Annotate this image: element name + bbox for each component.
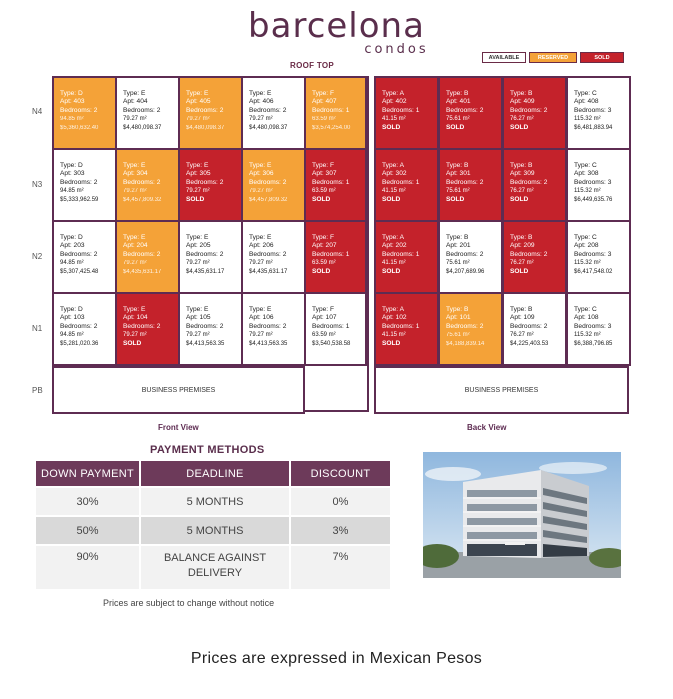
- unit-type: Type: E: [123, 306, 146, 313]
- unit-bedrooms: Bedrooms: 2: [186, 106, 224, 114]
- unit-price: SOLD: [186, 195, 205, 203]
- cell-discount: 7%: [290, 545, 390, 589]
- unit-price: $6,388,796.85: [574, 340, 613, 347]
- unit-type: Type: B: [446, 90, 469, 97]
- unit-price: $4,413,563.35: [249, 340, 288, 347]
- unit-price: $3,574,254.00: [312, 124, 351, 131]
- unit-bedrooms: Bedrooms: 2: [249, 322, 287, 330]
- unit-area: 63.59 m²: [312, 260, 336, 267]
- unit-bedrooms: Bedrooms: 3: [574, 322, 612, 330]
- unit-apt-number: Apt: 309: [510, 170, 535, 178]
- apartment-unit[interactable]: [178, 292, 243, 366]
- unit-price: SOLD: [382, 123, 401, 131]
- unit-type: Type: A: [382, 162, 404, 169]
- unit-price: $4,457,809.32: [249, 196, 288, 203]
- unit-type: Type: B: [446, 162, 469, 169]
- unit-area: 79.27 m²: [123, 332, 147, 339]
- unit-price: $3,540,538.58: [312, 340, 351, 347]
- unit-area: 75.61 m²: [446, 188, 470, 195]
- floor-label-n1: N1: [32, 324, 43, 333]
- unit-price: $4,480,098.37: [186, 124, 225, 131]
- unit-apt-number: Apt: 404: [123, 98, 148, 106]
- cell-discount: 3%: [290, 516, 390, 545]
- apartment-unit[interactable]: [178, 76, 243, 150]
- unit-type: Type: C: [574, 306, 597, 313]
- apartment-unit[interactable]: [374, 292, 439, 366]
- unit-bedrooms: Bedrooms: 1: [312, 178, 350, 186]
- unit-type: Type: A: [382, 306, 404, 313]
- unit-apt-number: Apt: 304: [123, 170, 148, 178]
- unit-price: $4,435,631.17: [123, 268, 162, 275]
- cell-down-payment: 90%: [36, 545, 140, 589]
- unit-area: 115.32 m²: [574, 260, 601, 267]
- unit-area: 41.15 m²: [382, 260, 406, 267]
- unit-type: Type: E: [186, 162, 209, 169]
- unit-apt-number: Apt: 204: [123, 242, 148, 250]
- unit-apt-number: Apt: 406: [249, 98, 274, 106]
- unit-area: 79.27 m²: [186, 188, 210, 195]
- legend-available: AVAILABLE: [482, 52, 526, 63]
- back-view-label: Back View: [467, 423, 507, 432]
- unit-type: Type: E: [249, 306, 272, 313]
- unit-area: 94.85 m²: [60, 188, 84, 195]
- unit-area: 94.85 m²: [60, 260, 84, 267]
- unit-bedrooms: Bedrooms: 2: [60, 250, 98, 258]
- apartment-unit[interactable]: [52, 148, 117, 222]
- cell-deadline: 5 MONTHS: [140, 516, 290, 545]
- currency-footer-note: Prices are expressed in Mexican Pesos: [190, 650, 483, 667]
- unit-bedrooms: Bedrooms: 2: [186, 322, 224, 330]
- legend-sold: SOLD: [580, 52, 624, 63]
- apartment-unit[interactable]: [304, 292, 367, 366]
- building-rendering-image: [423, 452, 621, 578]
- unit-apt-number: Apt: 305: [186, 170, 211, 178]
- unit-type: Type: E: [186, 234, 209, 241]
- unit-bedrooms: Bedrooms: 1: [382, 106, 420, 114]
- unit-apt-number: Apt: 203: [60, 242, 85, 250]
- unit-bedrooms: Bedrooms: 2: [186, 250, 224, 258]
- unit-price: $4,480,098.37: [249, 124, 288, 131]
- unit-type: Type: B: [510, 162, 533, 169]
- unit-apt-number: Apt: 109: [510, 314, 535, 322]
- unit-price: SOLD: [312, 267, 331, 275]
- apartment-unit[interactable]: [304, 148, 367, 222]
- unit-apt-number: Apt: 403: [60, 98, 85, 106]
- unit-bedrooms: Bedrooms: 3: [574, 106, 612, 114]
- unit-type: Type: E: [123, 162, 146, 169]
- unit-area: 115.32 m²: [574, 116, 601, 123]
- unit-price: $4,188,839.14: [446, 340, 485, 347]
- payment-table-header: [36, 461, 390, 487]
- unit-area: 41.15 m²: [382, 332, 406, 339]
- header-deadline: DEADLINE: [140, 461, 290, 487]
- unit-area: 79.27 m²: [123, 116, 147, 123]
- unit-price: SOLD: [123, 339, 142, 347]
- unit-bedrooms: Bedrooms: 2: [123, 250, 161, 258]
- apartment-unit[interactable]: [241, 292, 306, 366]
- unit-bedrooms: Bedrooms: 2: [510, 106, 548, 114]
- cell-down-payment: 50%: [36, 516, 140, 545]
- unit-price: SOLD: [510, 123, 529, 131]
- unit-area: 76.27 m²: [510, 188, 534, 195]
- unit-type: Type: F: [312, 162, 334, 169]
- brand-logo-sub: condos: [364, 42, 429, 57]
- unit-apt-number: Apt: 103: [60, 314, 85, 322]
- unit-apt-number: Apt: 306: [249, 170, 274, 178]
- unit-bedrooms: Bedrooms: 2: [123, 322, 161, 330]
- unit-apt-number: Apt: 307: [312, 170, 337, 178]
- price-change-note: Prices are subject to change without notice: [103, 598, 275, 608]
- unit-type: Type: F: [312, 306, 334, 313]
- unit-apt-number: Apt: 208: [574, 242, 599, 250]
- unit-bedrooms: Bedrooms: 2: [446, 106, 484, 114]
- unit-bedrooms: Bedrooms: 1: [312, 106, 350, 114]
- cell-deadline: BALANCE AGAINST DELIVERY: [140, 545, 290, 589]
- unit-price: $5,307,425.48: [60, 268, 99, 275]
- unit-bedrooms: Bedrooms: 2: [446, 322, 484, 330]
- unit-apt-number: Apt: 207: [312, 242, 337, 250]
- unit-area: 79.27 m²: [249, 188, 273, 195]
- unit-price: $4,413,563.35: [186, 340, 225, 347]
- unit-bedrooms: Bedrooms: 2: [186, 178, 224, 186]
- apartment-unit[interactable]: [438, 148, 503, 222]
- unit-area: 76.27 m²: [510, 260, 534, 267]
- unit-type: Type: B: [446, 234, 469, 241]
- unit-price: SOLD: [510, 195, 529, 203]
- unit-price: $4,207,689.96: [446, 268, 485, 275]
- front-view-label: Front View: [158, 423, 199, 432]
- unit-type: Type: E: [123, 234, 146, 241]
- unit-bedrooms: Bedrooms: 2: [446, 178, 484, 186]
- apartment-unit[interactable]: [52, 292, 117, 366]
- apartment-unit[interactable]: [502, 148, 567, 222]
- apartment-unit[interactable]: [374, 220, 439, 294]
- unit-area: 79.27 m²: [249, 116, 273, 123]
- unit-type: Type: F: [312, 234, 334, 241]
- header-down-payment: DOWN PAYMENT: [36, 461, 140, 487]
- unit-type: Type: D: [60, 306, 83, 313]
- unit-apt-number: Apt: 107: [312, 314, 337, 322]
- unit-price: $6,417,548.02: [574, 268, 613, 275]
- unit-type: Type: C: [574, 234, 597, 241]
- apartment-unit[interactable]: [438, 220, 503, 294]
- apartment-unit[interactable]: [115, 148, 180, 222]
- unit-apt-number: Apt: 108: [574, 314, 599, 322]
- unit-apt-number: Apt: 106: [249, 314, 274, 322]
- unit-type: Type: C: [574, 162, 597, 169]
- apartment-unit[interactable]: [438, 292, 503, 366]
- unit-price: $6,481,883.94: [574, 124, 613, 131]
- unit-price: $6,449,635.76: [574, 196, 613, 203]
- payment-methods-title: PAYMENT METHODS: [150, 444, 265, 456]
- unit-area: 63.59 m²: [312, 188, 336, 195]
- unit-apt-number: Apt: 407: [312, 98, 337, 106]
- unit-bedrooms: Bedrooms: 3: [574, 250, 612, 258]
- unit-bedrooms: Bedrooms: 2: [446, 250, 484, 258]
- payment-methods-table: [36, 461, 390, 589]
- unit-type: Type: B: [510, 234, 533, 241]
- unit-apt-number: Apt: 409: [510, 98, 535, 106]
- apartment-unit[interactable]: [178, 220, 243, 294]
- unit-type: Type: B: [510, 90, 533, 97]
- unit-apt-number: Apt: 401: [446, 98, 471, 106]
- apartment-unit[interactable]: [438, 76, 503, 150]
- unit-bedrooms: Bedrooms: 1: [382, 178, 420, 186]
- apartment-unit[interactable]: [115, 220, 180, 294]
- apartment-unit[interactable]: [178, 148, 243, 222]
- unit-area: 94.85 m²: [60, 116, 84, 123]
- unit-bedrooms: Bedrooms: 2: [123, 178, 161, 186]
- apartment-unit[interactable]: [566, 220, 631, 294]
- unit-bedrooms: Bedrooms: 2: [249, 250, 287, 258]
- unit-price: SOLD: [510, 267, 529, 275]
- unit-area: 79.27 m²: [123, 188, 147, 195]
- unit-bedrooms: Bedrooms: 1: [382, 250, 420, 258]
- floor-label-n3: N3: [32, 180, 43, 189]
- apartment-unit[interactable]: [241, 76, 306, 150]
- unit-apt-number: Apt: 402: [382, 98, 407, 106]
- unit-bedrooms: Bedrooms: 2: [510, 250, 548, 258]
- unit-type: Type: E: [249, 234, 272, 241]
- unit-bedrooms: Bedrooms: 1: [382, 322, 420, 330]
- unit-type: Type: F: [312, 90, 334, 97]
- front-business-premises: BUSINESS PREMISES: [52, 366, 305, 414]
- unit-bedrooms: Bedrooms: 1: [312, 250, 350, 258]
- unit-type: Type: D: [60, 90, 83, 97]
- apartment-unit[interactable]: [566, 76, 631, 150]
- unit-price: $4,480,098.37: [123, 124, 162, 131]
- unit-area: 115.32 m²: [574, 188, 601, 195]
- floor-label-n2: N2: [32, 252, 43, 261]
- unit-bedrooms: Bedrooms: 2: [123, 106, 161, 114]
- back-business-premises: BUSINESS PREMISES: [374, 366, 629, 414]
- table-row: [36, 487, 390, 516]
- apartment-unit[interactable]: [241, 220, 306, 294]
- unit-apt-number: Apt: 201: [446, 242, 471, 250]
- header-discount: DISCOUNT: [290, 461, 390, 487]
- unit-apt-number: Apt: 303: [60, 170, 85, 178]
- status-legend: [482, 52, 624, 63]
- unit-type: Type: B: [446, 306, 469, 313]
- unit-price: SOLD: [312, 195, 331, 203]
- brand-logo-name: barcelona: [248, 6, 425, 46]
- cell-down-payment: 30%: [36, 487, 140, 516]
- unit-apt-number: Apt: 105: [186, 314, 211, 322]
- legend-reserved: RESERVED: [529, 52, 577, 63]
- apartment-unit[interactable]: [304, 220, 367, 294]
- unit-area: 75.61 m²: [446, 260, 470, 267]
- unit-area: 76.27 m²: [510, 332, 534, 339]
- unit-price: SOLD: [382, 267, 401, 275]
- unit-price: $4,435,631.17: [249, 268, 288, 275]
- unit-price: $4,435,631.17: [186, 268, 225, 275]
- apartment-unit[interactable]: [115, 292, 180, 366]
- apartment-unit[interactable]: [374, 148, 439, 222]
- unit-price: $4,457,809.32: [123, 196, 162, 203]
- unit-apt-number: Apt: 308: [574, 170, 599, 178]
- unit-area: 63.59 m²: [312, 116, 336, 123]
- unit-apt-number: Apt: 408: [574, 98, 599, 106]
- table-row: [36, 516, 390, 545]
- unit-area: 75.61 m²: [446, 332, 470, 339]
- floor-label-pb: PB: [32, 386, 43, 395]
- table-row: [36, 545, 390, 589]
- roof-top-label: ROOF TOP: [290, 61, 335, 70]
- unit-area: 76.27 m²: [510, 116, 534, 123]
- unit-bedrooms: Bedrooms: 2: [510, 322, 548, 330]
- apartment-unit[interactable]: [566, 292, 631, 366]
- apartment-unit[interactable]: [304, 76, 367, 150]
- unit-apt-number: Apt: 102: [382, 314, 407, 322]
- unit-apt-number: Apt: 209: [510, 242, 535, 250]
- floor-label-n4: N4: [32, 107, 43, 116]
- unit-type: Type: D: [60, 162, 83, 169]
- unit-type: Type: A: [382, 234, 404, 241]
- unit-area: 115.32 m²: [574, 332, 601, 339]
- unit-apt-number: Apt: 301: [446, 170, 471, 178]
- unit-area: 79.27 m²: [249, 332, 273, 339]
- unit-area: 79.27 m²: [249, 260, 273, 267]
- unit-apt-number: Apt: 202: [382, 242, 407, 250]
- apartment-unit[interactable]: [502, 76, 567, 150]
- unit-price: SOLD: [382, 339, 401, 347]
- unit-price: $4,225,403.53: [510, 340, 549, 347]
- unit-bedrooms: Bedrooms: 2: [249, 178, 287, 186]
- unit-price: $5,281,020.36: [60, 340, 99, 347]
- building-illustration: [423, 452, 621, 578]
- unit-price: $5,360,632.40: [60, 124, 99, 131]
- unit-type: Type: E: [249, 162, 272, 169]
- apartment-unit[interactable]: [241, 148, 306, 222]
- unit-type: Type: A: [382, 90, 404, 97]
- cell-discount: 0%: [290, 487, 390, 516]
- unit-apt-number: Apt: 206: [249, 242, 274, 250]
- unit-area: 63.59 m²: [312, 332, 336, 339]
- unit-apt-number: Apt: 405: [186, 98, 211, 106]
- unit-apt-number: Apt: 205: [186, 242, 211, 250]
- unit-area: 41.15 m²: [382, 188, 406, 195]
- unit-type: Type: E: [186, 90, 209, 97]
- unit-area: 94.85 m²: [60, 332, 84, 339]
- unit-type: Type: C: [574, 90, 597, 97]
- unit-bedrooms: Bedrooms: 2: [60, 322, 98, 330]
- unit-bedrooms: Bedrooms: 2: [60, 106, 98, 114]
- unit-price: SOLD: [446, 195, 465, 203]
- unit-area: 79.27 m²: [186, 260, 210, 267]
- apartment-unit[interactable]: [52, 220, 117, 294]
- unit-price: SOLD: [446, 123, 465, 131]
- unit-bedrooms: Bedrooms: 3: [574, 178, 612, 186]
- cell-deadline: 5 MONTHS: [140, 487, 290, 516]
- unit-area: 79.27 m²: [123, 260, 147, 267]
- unit-apt-number: Apt: 104: [123, 314, 148, 322]
- unit-area: 75.61 m²: [446, 116, 470, 123]
- unit-bedrooms: Bedrooms: 2: [510, 178, 548, 186]
- apartment-unit[interactable]: [52, 76, 117, 150]
- apartment-unit[interactable]: [374, 76, 439, 150]
- unit-bedrooms: Bedrooms: 1: [312, 322, 350, 330]
- unit-type: Type: E: [123, 90, 146, 97]
- unit-type: Type: E: [186, 306, 209, 313]
- unit-apt-number: Apt: 302: [382, 170, 407, 178]
- unit-type: Type: B: [510, 306, 533, 313]
- unit-bedrooms: Bedrooms: 2: [60, 178, 98, 186]
- unit-apt-number: Apt: 101: [446, 314, 471, 322]
- unit-price: SOLD: [382, 195, 401, 203]
- unit-area: 79.27 m²: [186, 116, 210, 123]
- unit-type: Type: D: [60, 234, 83, 241]
- apartment-unit[interactable]: [502, 292, 567, 366]
- apartment-unit[interactable]: [502, 220, 567, 294]
- apartment-unit[interactable]: [566, 148, 631, 222]
- unit-bedrooms: Bedrooms: 2: [249, 106, 287, 114]
- unit-price: $5,333,962.59: [60, 196, 99, 203]
- unit-area: 41.15 m²: [382, 116, 406, 123]
- unit-type: Type: E: [249, 90, 272, 97]
- unit-area: 79.27 m²: [186, 332, 210, 339]
- apartment-unit[interactable]: [115, 76, 180, 150]
